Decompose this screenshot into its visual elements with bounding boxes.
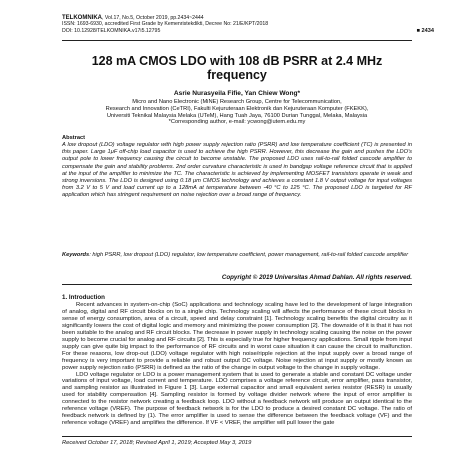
authors: Asrie Nurasyeila Fifie, Yan Chiew Wong* xyxy=(173,90,301,97)
paper-title: 128 mA CMOS LDO with 108 dB PSRR at 2.4 MHz frequency xyxy=(91,54,383,82)
corresponding-email: *Corresponding author, e-mail: ycwong@utem.edu.my xyxy=(168,119,306,126)
footer-rule xyxy=(62,436,412,437)
paragraph: LDO voltage regulator or LDO is a power management system that is used to generate a stable and constant DC voltage under variations of input voltage, load current and temperature. LDO comprises a voltage reference circuit, error amplifier, pass transistor, and sampling resistor as illustrated in Figure 1 [3]. Large external capacitor and small equivalent series resistor (RESR) is usually used for stability compensation [4]. Sampling resistor is formed by voltage divider network where the input of error amplifier is connected to the resistor network creating a feedback loop. LDO without a feedback network will produce an output identical to the reference voltage (VREF). The purpose of feedback network is for the LDO to produce a desired constant DC voltage. The ratio of feedback network is defined by (1). The error amplifier is used to sense the difference between the feedback voltage (VF) and the reference voltage (VREF) and amplifies the difference. If VF < VREF, the amplifier will pull lower the gate xyxy=(62,371,412,427)
affiliation xyxy=(62,99,412,126)
header-rule xyxy=(62,40,412,41)
received-dates: Received October 17, 2018; Revised April 1, 2019; Accepted May 3, 2019 xyxy=(62,440,252,446)
keywords xyxy=(62,252,412,259)
journal-header xyxy=(62,15,434,34)
journal-citation: , Vol.17, No.5, October 2019, pp.2434~2444 xyxy=(102,15,204,21)
abstract-text: A low dropout (LDO) voltage regulator with high power supply rejection ratio (PSRR) and low temperature coefficient (TC) is presented in this paper. Large 1μF off-chip load capacitor is used to achieve the high PSRR. However, this decrease the gain and pushes the LDO's output pole to lower frequency causing the circuit to become unstable. The proposed LDO uses rail-to-rail folded cascode amplifier to compensate the gain and stability problems. 2nd order curvature characteristic is used in bandgap voltage reference circuit that is applied at the input of the amplifier to minimize the TC. The characteristic is achieved by implementing MOSFET transistors operate in weak and strong inversions. The LDO is designed using 0.18 μm CMOS technology and achieves a constant 1.8 V output voltage for input voltages from 3.2 V to 5 V and load current up to a 128mA at temperature between -40 °C to 125 °C. The proposed LDO is targeted for RF application which has stringent requirement on noise rejection over a broad range of frequency. xyxy=(62,142,412,199)
abstract-label: Abstract xyxy=(62,135,86,141)
keywords-text: : high PSRR, low dropout (LDO) regulator, low temperature coefficient, power management, rail-to-rail folded cascode amplifier xyxy=(89,252,409,258)
section-heading: 1. Introduction xyxy=(62,294,105,301)
copyright-notice: Copyright © 2019 Universitas Ahmad Dahlan. All rights reserved. xyxy=(221,274,412,281)
page-number: ■ 2434 xyxy=(416,27,434,34)
abstract xyxy=(62,135,412,199)
copyright-rule xyxy=(62,284,412,285)
affiliation-line: Research and Innovation (CeTRI), Fakulti Kejuruteraan Elektronik dan Kejuruteraan Komputer (FKEKK), xyxy=(105,105,369,112)
introduction-body xyxy=(62,302,412,427)
affiliation-line: Micro and Nano Electronic (MiNE) Research Group, Centre for Telecommunication, xyxy=(132,99,342,105)
doi-line: DOI: 10.12928/TELKOMNIKA.v17i5.12795 xyxy=(62,27,161,34)
affiliation-line: Universiti Teknikal Malaysia Melaka (UTeM), Hang Tuah Jaya, 76100 Durian Tunggal, Melaka, Malaysia xyxy=(106,112,368,119)
keywords-label: Keywords xyxy=(62,252,90,258)
paragraph: Recent advances in system-on-chip (SoC) applications and technology scaling have led to the development of large integration of analog, digital and RF circuit blocks on to a single chip. Technology scaling will affects the performance of these circuit blocks in sense of energy consumption, area of a circuit, speed and delay constraint [1]. Technology scaling benefits the digital circuitry as it significantly lowers the cost of digital logic and memory and minimizing the power consumption [2]. The downside of it is that it has not been suitable to the analog and RF circuit blocks. The decrease in power supply in technology scaling causing the noise on the power supply to become crucial for analog and RF circuits [2]. This is especially true for higher frequency applications. Small ripple from input supply can give quite big impact to the performance of RF circuits and in worst case situation it can cause the circuit to malfunction. For these reasons, low drop-out (LDO) voltage regulator with high noise/ripple rejection at the input supply over a broad range of frequency is very important to provide a reliable and robust output DC voltage. Noise rejection at input supply or mostly known as power supply rejection ratio (PSRR) is defined as the ratio of the change in output voltage to the change in supply voltage. xyxy=(62,302,412,371)
journal-name: TELKOMNIKA xyxy=(62,15,102,21)
issn-line: ISSN: 1693-6930, accredited First Grade by Kemenristekdikti, Decree No: 21/E/KPT/2018 xyxy=(62,21,269,28)
